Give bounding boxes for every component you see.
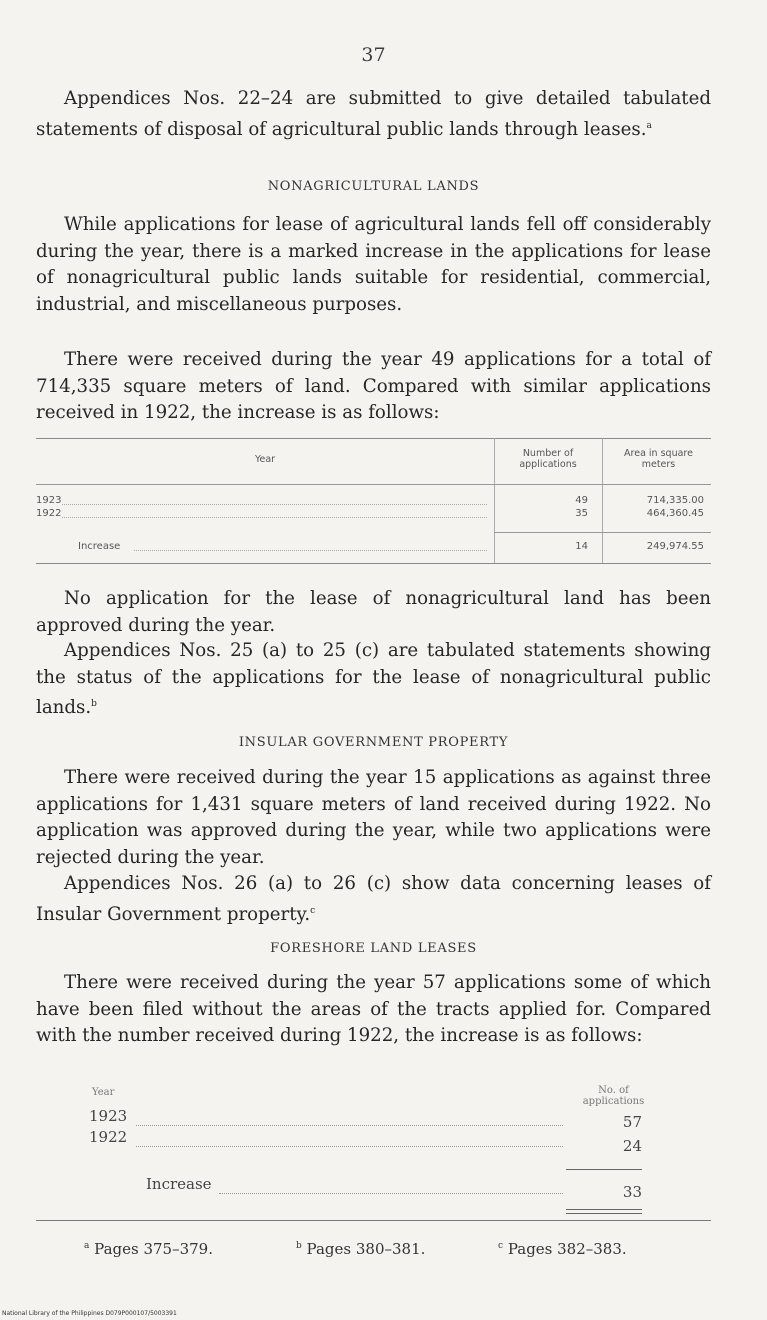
page-number: 37: [361, 44, 386, 66]
table2-row-1923-label: 1923: [89, 1107, 128, 1125]
table2-header-count: No. of applications: [582, 1085, 645, 1107]
table1-header-year: Year: [254, 454, 276, 465]
table1-row-1922-area: 464,360.45: [646, 508, 704, 519]
table2-header-year: Year: [92, 1087, 115, 1098]
paragraph-received-15: There were received during the year 15 applications as against three applications for 1,431 square meters of land received during 1922. No application was approved during the year, while two applications were rejected during the year.: [36, 767, 711, 868]
table2-increase-value: 33: [622, 1183, 642, 1201]
table1-increase-label: Increase: [78, 541, 121, 552]
paragraph-appendices-25: Appendices Nos. 25 (a) to 25 (c) are tabulated statements showing the status of the applications for the lease of nonagricultural public lands.$^b$: [36, 640, 711, 719]
table2-increase-label: Increase: [146, 1175, 212, 1193]
table1-row-1923-label: 1923: [36, 495, 62, 506]
footnote-ref-a: a: [646, 120, 652, 131]
paragraph-received-49: There were received during the year 49 applications for a total of 714,335 square meters of land. Compared with similar applications received in 1922, the increase is as follows:: [36, 349, 711, 423]
paragraph-appendices-26: Appendices Nos. 26 (a) to 26 (c) show data concerning leases of Insular Government property.$^c$: [36, 873, 711, 925]
footnote-b: $^b$ Pages 380–381.: [296, 1240, 426, 1258]
footnote-ref-b: b: [91, 699, 97, 709]
table1-row-1923-area: 714,335.00: [646, 495, 704, 506]
paragraph-lease-increase: While applications for lease of agricultural lands fell off considerably during the year, there is a marked increase in the applications for lease of nonagricultural public lands suitable for residential, commercial, industrial, and miscellaneous purposes.: [36, 214, 711, 315]
paragraph-appendices-22-24: Appendices Nos. 22–24 are submitted to give detailed tabulated statements of disposal of agricultural public lands through leases.$^a$: [36, 88, 711, 140]
table1-increase-area: 249,974.55: [646, 541, 704, 552]
table1-row-1922-count: 35: [575, 508, 588, 519]
table2-row-1923-value: 57: [622, 1113, 642, 1131]
table1-row-1922-label: 1922: [36, 508, 62, 519]
table2-row-1922-value: 24: [622, 1137, 642, 1155]
table1-increase-count: 14: [575, 541, 588, 552]
footnote-a: $^a$ Pages 375–379.: [84, 1240, 213, 1258]
table2-row-1922-label: 1922: [89, 1128, 128, 1146]
footnote-c: $^c$ Pages 382–383.: [498, 1240, 627, 1258]
footnote-ref-c: c: [310, 905, 316, 916]
table1-row-1923-count: 49: [575, 495, 588, 506]
heading-insular-government-property: INSULAR GOVERNMENT PROPERTY: [238, 735, 509, 750]
paragraph-received-57: There were received during the year 57 applications some of which have been filed without the areas of the tracts applied for. Compared with the number received during 1922, the increase is as follows:: [36, 972, 711, 1046]
table1-header-count: Number of applications: [519, 448, 577, 470]
footnote-divider: [36, 1220, 711, 1221]
heading-nonagricultural-lands: NONAGRICULTURAL LANDS: [267, 179, 480, 194]
heading-foreshore-land-leases: FORESHORE LAND LEASES: [270, 941, 477, 956]
paragraph-no-application: No application for the lease of nonagricultural land has been approved during the year.: [36, 588, 711, 636]
table1-header-area: Area in square meters: [624, 448, 693, 470]
library-imprint: National Library of the Philippines D079P000107/5003391: [2, 1310, 177, 1317]
